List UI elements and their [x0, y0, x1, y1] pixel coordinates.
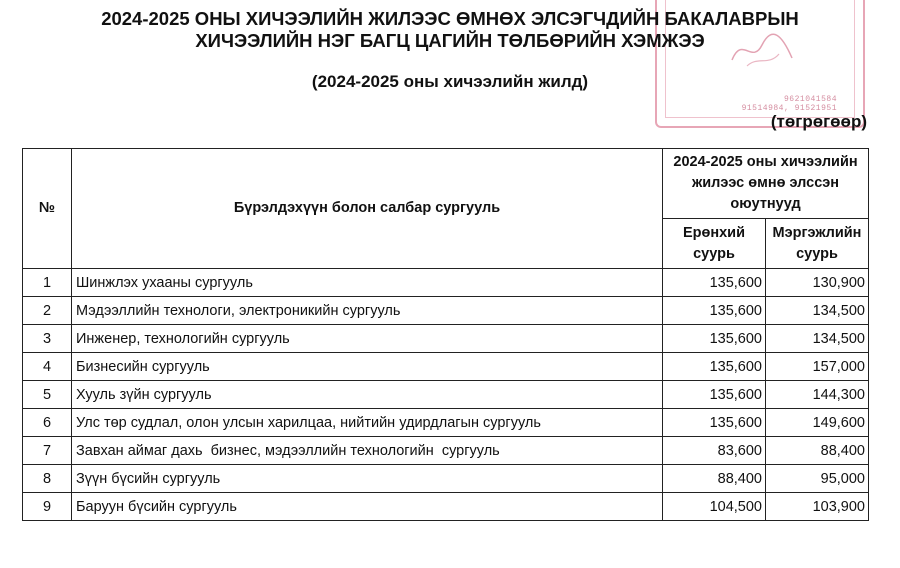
stamp-number-1: 9621041584 [783, 95, 837, 104]
school-name: Мэдээллийн технологи, электроникийн сургууль [72, 297, 663, 325]
school-name: Улс төр судлал, олон улсын харилцаа, нийтийн удирдлагын сургууль [72, 409, 663, 437]
general-fee: 88,400 [663, 465, 766, 493]
row-number: 9 [23, 493, 72, 521]
currency-unit: (төгрөгөөр) [770, 112, 867, 131]
table-row [23, 465, 869, 493]
row-number: 3 [23, 325, 72, 353]
row-number: 5 [23, 381, 72, 409]
professional-fee: 103,900 [766, 493, 869, 521]
header-student-group: 2024-2025 оны хичээлийн жилээс өмнө элссэн оюутнууд [663, 149, 869, 219]
header-number: № [23, 149, 72, 269]
table-row [23, 493, 869, 521]
professional-fee: 144,300 [766, 381, 869, 409]
general-fee: 135,600 [663, 381, 766, 409]
school-name: Шинжлэх ухааны сургууль [72, 269, 663, 297]
general-fee: 135,600 [663, 409, 766, 437]
professional-fee: 149,600 [766, 409, 869, 437]
row-number: 1 [23, 269, 72, 297]
school-name: Хууль зүйн сургууль [72, 381, 663, 409]
table-row [23, 325, 869, 353]
professional-fee: 95,000 [766, 465, 869, 493]
row-number: 6 [23, 409, 72, 437]
title-line-2: ХИЧЭЭЛИЙН НЭГ БАГЦ ЦАГИЙН ТӨЛБӨРИЙН ХЭМЖЭЭ [195, 30, 705, 51]
row-number: 7 [23, 437, 72, 465]
school-name: Инженер, технологийн сургууль [72, 325, 663, 353]
professional-fee: 134,500 [766, 325, 869, 353]
general-fee: 135,600 [663, 325, 766, 353]
professional-fee: 157,000 [766, 353, 869, 381]
school-name: Баруун бүсийн сургууль [72, 493, 663, 521]
row-number: 2 [23, 297, 72, 325]
general-fee: 135,600 [663, 269, 766, 297]
table-row [23, 353, 869, 381]
row-number: 8 [23, 465, 72, 493]
table-row [23, 269, 869, 297]
school-name: Бизнесийн сургууль [72, 353, 663, 381]
general-fee: 104,500 [663, 493, 766, 521]
header-general-base: Ерөнхий суурь [663, 219, 766, 269]
header-school: Бүрэлдэхүүн болон салбар сургууль [72, 149, 663, 269]
stamp-number-2: 91514984, 91521951 [741, 104, 837, 113]
general-fee: 135,600 [663, 353, 766, 381]
general-fee: 135,600 [663, 297, 766, 325]
table-row [23, 297, 869, 325]
header-professional-base: Мэргэжлийн суурь [766, 219, 869, 269]
table-row [23, 437, 869, 465]
professional-fee: 130,900 [766, 269, 869, 297]
school-name: Зүүн бүсийн сургууль [72, 465, 663, 493]
tuition-table [22, 148, 869, 521]
document-title [0, 8, 900, 52]
document-subtitle: (2024-2025 оны хичээлийн жилд) [311, 72, 589, 91]
general-fee: 83,600 [663, 437, 766, 465]
row-number: 4 [23, 353, 72, 381]
professional-fee: 134,500 [766, 297, 869, 325]
title-line-1: 2024-2025 ОНЫ ХИЧЭЭЛИЙН ЖИЛЭЭС ӨМНӨХ ЭЛСЭГЧДИЙН БАКАЛАВРЫН [101, 8, 799, 29]
table-row [23, 409, 869, 437]
table-row [23, 381, 869, 409]
school-name: Завхан аймаг дахь бизнес, мэдээллийн технологийн сургууль [72, 437, 663, 465]
professional-fee: 88,400 [766, 437, 869, 465]
